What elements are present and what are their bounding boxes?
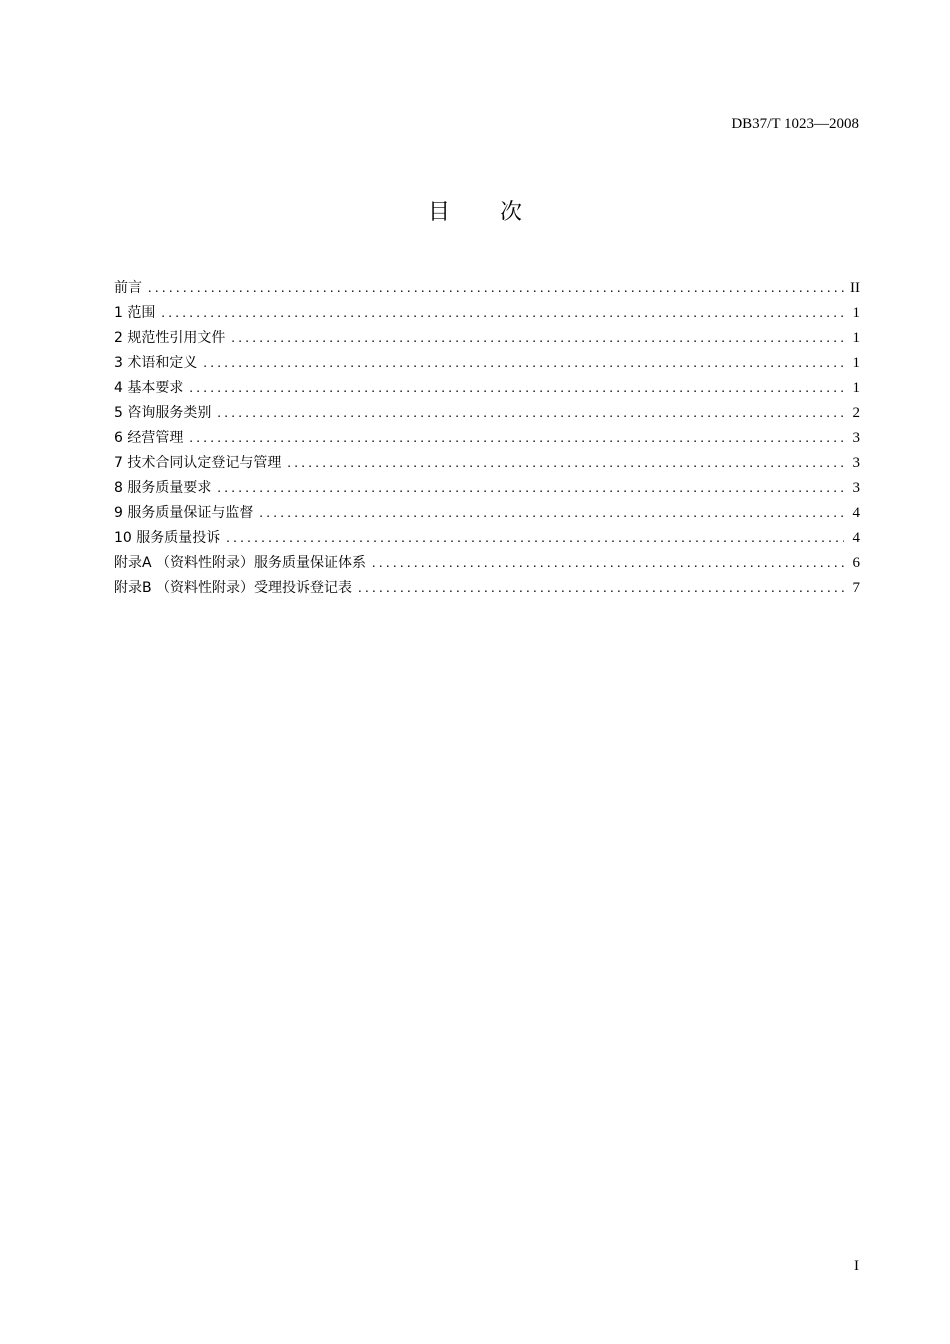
toc-entry-label: 附录B （资料性附录）受理投诉登记表: [114, 580, 353, 596]
toc-title: 目次: [427, 200, 572, 225]
toc-entry-page: 7: [852, 580, 860, 596]
dot-leader: [189, 376, 844, 401]
dot-leader: [358, 576, 844, 601]
toc-entry-page: 1: [852, 330, 860, 346]
dot-leader: [287, 451, 844, 476]
page-number: I: [854, 1258, 859, 1274]
toc-entry-page: 3: [852, 480, 860, 496]
dot-leader: [231, 326, 844, 351]
dot-leader: [259, 501, 844, 526]
dot-leader: [189, 426, 844, 451]
toc-entry-page: 3: [852, 430, 860, 446]
toc-entry-label: 3 术语和定义: [114, 355, 198, 371]
toc-entry-page: 4: [852, 505, 860, 521]
toc-entry-label: 8 服务质量要求: [114, 480, 212, 496]
standard-code: DB37/T 1023—2008: [731, 116, 859, 132]
toc-entry-terms[interactable]: [114, 351, 860, 376]
toc-list: [114, 276, 860, 601]
toc-entry-label: 1 范围: [114, 305, 156, 321]
toc-entry-page: 1: [852, 380, 860, 396]
toc-entry-appendix-a[interactable]: [114, 551, 860, 576]
toc-entry-page: 1: [852, 355, 860, 371]
toc-entry-label: 5 咨询服务类别: [114, 405, 212, 421]
toc-entry-page: 2: [852, 405, 860, 421]
dot-leader: [217, 476, 844, 501]
toc-entry-scope[interactable]: [114, 301, 860, 326]
toc-entry-quality-requirements[interactable]: [114, 476, 860, 501]
dot-leader: [148, 276, 844, 301]
toc-entry-label: 前言: [114, 280, 142, 296]
toc-entry-page: 4: [852, 530, 860, 546]
toc-entry-operation-management[interactable]: [114, 426, 860, 451]
toc-entry-label: 2 规范性引用文件: [114, 330, 226, 346]
dot-leader: [161, 301, 844, 326]
toc-entry-basic-requirements[interactable]: [114, 376, 860, 401]
toc-entry-complaints[interactable]: [114, 526, 860, 551]
toc-entry-label: 6 经营管理: [114, 430, 184, 446]
dot-leader: [217, 401, 844, 426]
toc-entry-quality-assurance[interactable]: [114, 501, 860, 526]
toc-entry-label: 4 基本要求: [114, 380, 184, 396]
toc-entry-normative-references[interactable]: [114, 326, 860, 351]
toc-entry-label: 7 技术合同认定登记与管理: [114, 455, 282, 471]
toc-entry-contract-registration[interactable]: [114, 451, 860, 476]
toc-entry-service-categories[interactable]: [114, 401, 860, 426]
toc-entry-label: 10 服务质量投诉: [114, 530, 221, 546]
dot-leader: [372, 551, 844, 576]
dot-leader: [226, 526, 844, 551]
toc-entry-page: 6: [852, 555, 860, 571]
toc-entry-page: II: [850, 280, 860, 296]
toc-entry-appendix-b[interactable]: [114, 576, 860, 601]
dot-leader: [203, 351, 844, 376]
toc-entry-label: 9 服务质量保证与监督: [114, 505, 254, 521]
toc-entry-label: 附录A （资料性附录）服务质量保证体系: [114, 555, 367, 571]
toc-entry-page: 1: [852, 305, 860, 321]
toc-entry-foreword[interactable]: [114, 276, 860, 301]
toc-entry-page: 3: [852, 455, 860, 471]
